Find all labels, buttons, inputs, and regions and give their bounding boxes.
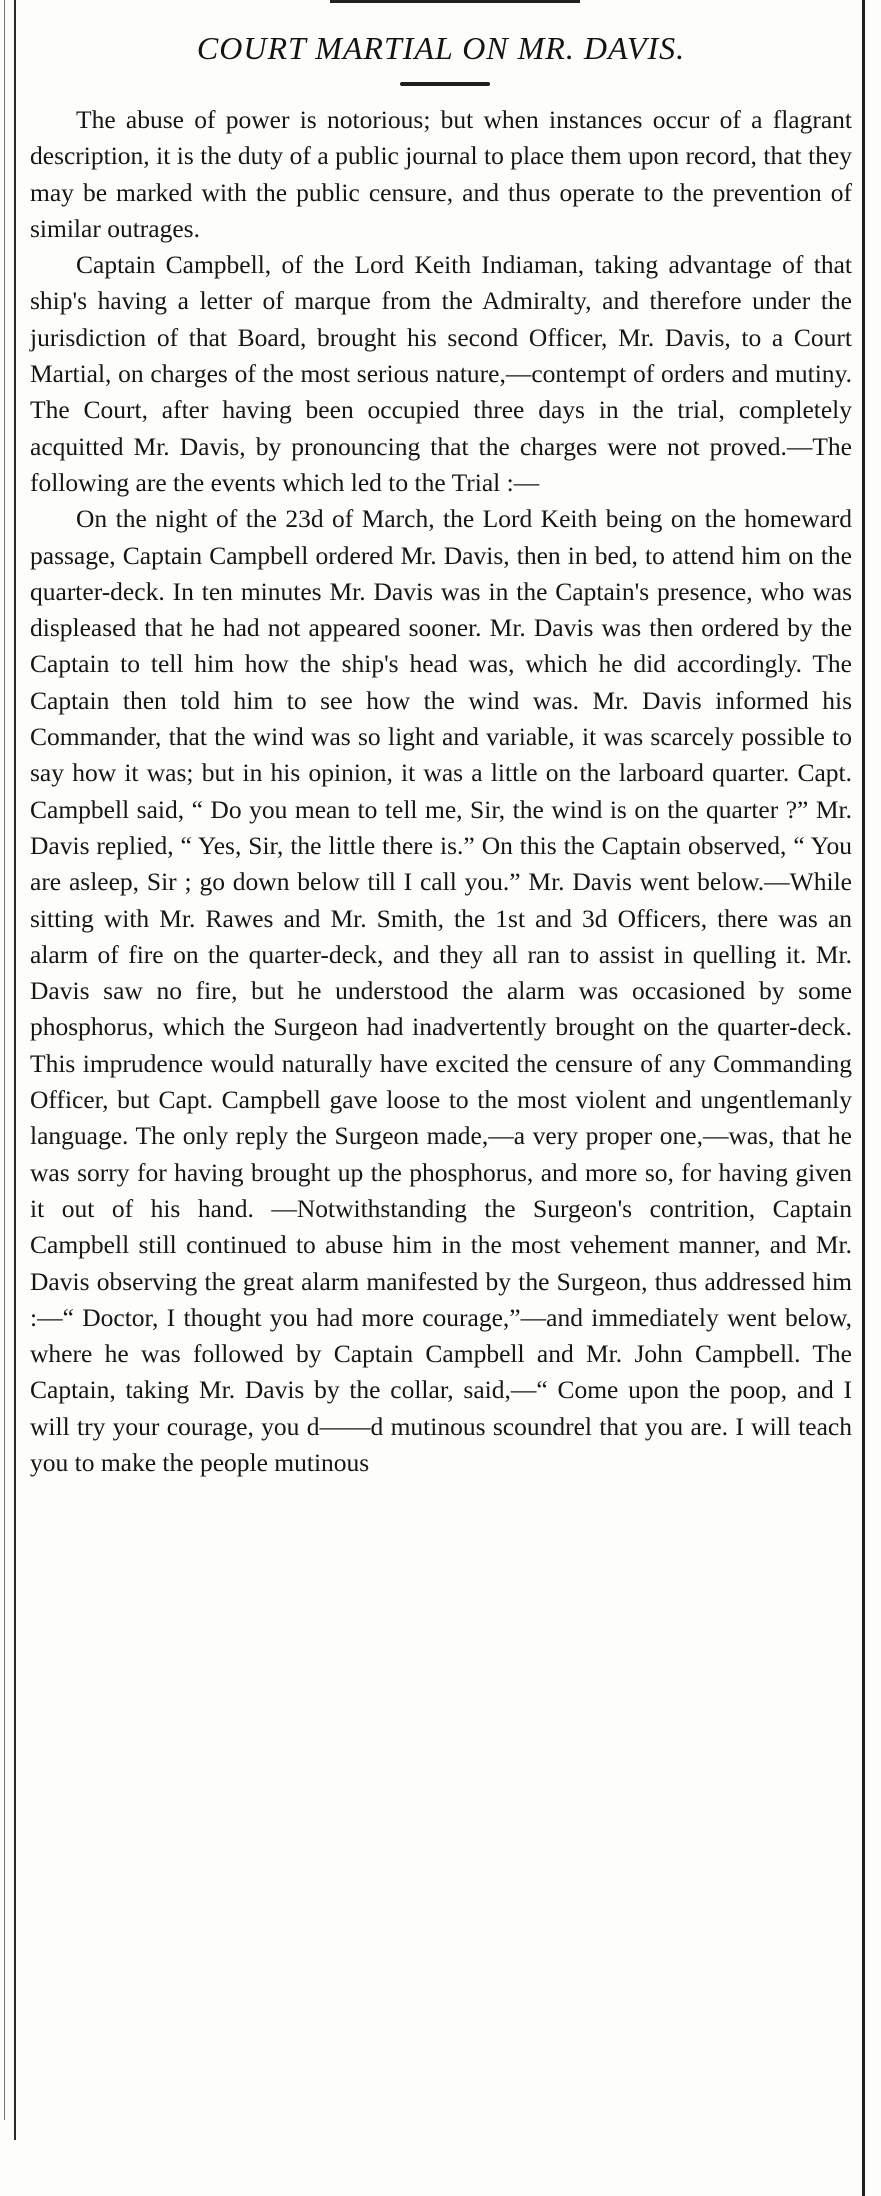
paragraph-3: On the night of the 23d of March, the Lord Keith being on the homeward passage, Captain Campbell ordered Mr. Davis, then in bed, to attend him on the quarter-deck. In ten minutes Mr. Davis was in the Captain's presence, who was displeased that he had not appeared sooner. Mr. Davis was then ordered by the Captain to tell him how the ship's head was, which he did accordingly. The Captain then told him to see how the wind was. Mr. Davis informed his Commander, that the wind was so light and variable, it was scarcely possible to say how it was; but in his opinion, it was a little on the larboard quarter. Capt. Campbell said, “ Do you mean to tell me, Sir, the wind is on the quarter ?” Mr. Davis replied, “ Yes, Sir, the little there is.” On this the Captain observed, “ You are asleep, Sir ; go down below till I call you.” Mr. Davis went below.—While sitting with Mr. Rawes and Mr. Smith, the 1st and 3d Officers, there was an alarm of fire on the quarter-deck, and they all ran to assist in quelling it. Mr. Davis saw no fire, but he understood the alarm was occasioned by some phosphorus, which the Surgeon had inadvertently brought on the quarter-deck. This imprudence would naturally have excited the censure of any Commanding Officer, but Capt. Campbell gave loose to the most violent and ungentlemanly language. The only reply the Surgeon made,—a very proper one,—was, that he was sorry for having brought up the phosphorus, and more so, for having given it out of his hand. —Notwithstanding the Surgeon's contrition, Captain Campbell still continued to abuse him in the most vehement manner, and Mr. Davis observing the great alarm manifested by the Surgeon, thus addressed him :—“ Doctor, I thought you had more courage,”—and immediately went below, where he was followed by Captain Campbell and Mr. John Campbell. The Captain, taking Mr. Davis by the collar, said,—“ Come upon the poop, and I will try your courage, you d——d mutinous scoundrel that you are. I will teach you to make the people mutinous <box>30 504 852 1477</box>
title-ornament <box>400 82 490 86</box>
paragraph-2: Captain Campbell, of the Lord Keith Indiaman, taking advantage of that ship's having a letter of marque from the Admiralty, and therefore under the jurisdiction of that Board, brought his second Officer, Mr. Davis, to a Court Martial, on charges of the most serious nature,—contempt of orders and mutiny. The Court, after having been occupied three days in the trial, completely acquitted Mr. Davis, by pronouncing that the charges were not proved.—The following are the events which led to the Trial :— <box>30 250 852 497</box>
article-title: COURT MARTIAL ON MR. DAVIS. <box>196 30 686 66</box>
article-body <box>30 102 852 1481</box>
column-rule-left <box>14 0 16 2140</box>
column-rule-right <box>862 0 865 2196</box>
column-rule-outer <box>4 0 5 2120</box>
top-rule <box>330 0 580 3</box>
paragraph-1: The abuse of power is notorious; but when instances occur of a flagrant description, it is the duty of a public journal to place them upon record, that they may be marked with the public censure, and thus operate to the prevention of similar outrages. <box>30 105 852 243</box>
